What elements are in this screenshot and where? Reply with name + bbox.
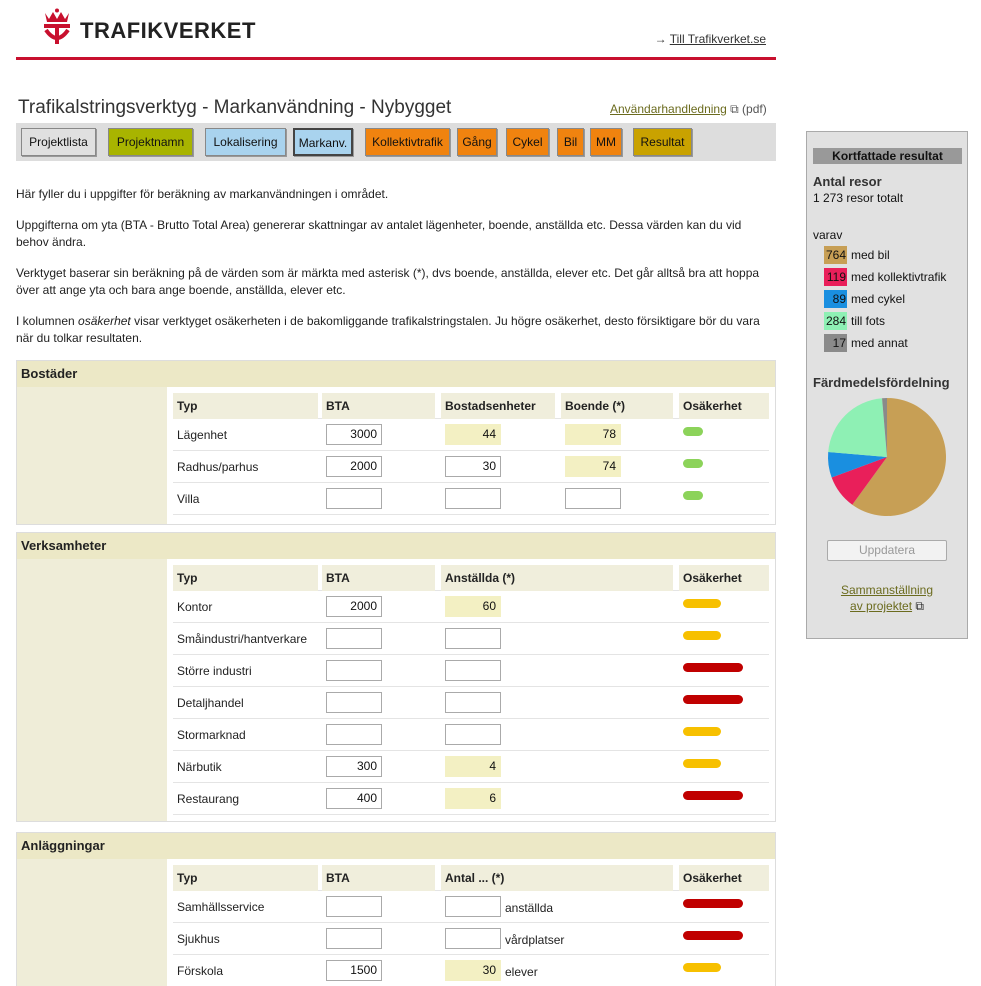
section-verksamheter [16,532,776,822]
bta-input[interactable]: 2000 [326,596,382,617]
anstallda-input[interactable]: 60 [445,596,501,617]
summary-link-wrap [807,582,967,614]
section-anlaggningar [16,832,776,986]
top-link[interactable] [655,32,766,46]
uncertainty-indicator [683,791,743,800]
uncertainty-indicator [683,599,721,608]
stat-fots: 284 till fots [825,314,886,328]
col-bta: BTA [322,865,435,891]
table-row: Närbutik 300 4 [173,751,769,783]
col-osakerhet: Osäkerhet [679,865,769,891]
uncertainty-indicator [683,491,703,500]
pie-title: Färdmedelsfördelning [813,375,950,390]
stat-value: 17 [824,334,847,352]
varav-label: varav [813,228,843,242]
col-bostadsenheter: Bostadsenheter [441,393,555,419]
results-sidebar [806,131,968,639]
col-bta: BTA [322,565,435,591]
tab-projektlista[interactable]: Projektlista [21,128,96,156]
intro-paragraph-1: Här fyller du i uppgifter för beräkning av markanvändningen i området. [16,187,389,201]
update-button[interactable]: Uppdatera [827,540,947,561]
boende-input[interactable]: 78 [565,424,621,445]
header-divider [16,57,776,60]
boende-input[interactable]: 74 [565,456,621,477]
pie-slice-4 [828,398,887,457]
antal-input[interactable] [445,896,501,917]
stat-value: 764 [825,248,846,262]
table-header [173,565,769,591]
stat-annat: 17 med annat [824,334,908,352]
external-link-icon: ⧉ [730,102,739,116]
manual-link-wrap [610,102,767,117]
col-anstallda: Anställda (*) [441,565,673,591]
unit-label: anställda [505,901,554,915]
section-title: Bostäder [17,361,775,387]
tab-gang[interactable]: Gång [457,128,497,156]
tab-resultat[interactable]: Resultat [633,128,692,156]
bostadsenheter-input[interactable]: 30 [445,456,501,477]
table-row: Samhällsservice anställda [173,891,769,923]
col-typ: Typ [173,865,318,891]
crown-logo-icon [40,8,74,48]
trafikverket-logo[interactable] [40,8,256,48]
stat-value: 119 [824,268,847,286]
bta-input[interactable] [326,628,382,649]
bta-input[interactable] [326,928,382,949]
uncertainty-indicator [683,727,721,736]
table-row: Större industri [173,655,769,687]
bta-input[interactable]: 1500 [326,960,382,981]
tab-lokalisering[interactable]: Lokalisering [205,128,286,156]
table-row: Radhus/parhus 2000 30 74 [173,451,769,483]
col-bta: BTA [322,393,435,419]
bta-input[interactable] [326,488,382,509]
bta-input[interactable] [326,660,382,681]
intro-text [16,186,776,361]
section-title: Anläggningar [17,833,775,859]
uncertainty-indicator [683,459,703,468]
table-row: Stormarknad [173,719,769,751]
table-row: Detaljhandel [173,687,769,719]
anstallda-input[interactable] [445,724,501,745]
uncertainty-indicator [683,631,721,640]
tab-cykel[interactable]: Cykel [506,128,549,156]
intro-paragraph-3: Verktyget baserar sin beräkning på de värden som är märkta med asterisk (*), dvs boende, anställda, elever etc. Det går alltså bra att hoppa över att ange yta och bara ange boende, anställda, elever etc. [16,266,760,297]
external-link-icon: ⧉ [915,599,924,613]
stat-cykel: 89 med cykel [824,290,905,308]
arrow-right-icon: → [654,32,670,46]
antal-input[interactable] [445,928,501,949]
bta-input[interactable]: 300 [326,756,382,777]
anstallda-input[interactable]: 4 [445,756,501,777]
bostadsenheter-input[interactable] [445,488,501,509]
uncertainty-indicator [683,759,721,768]
uncertainty-indicator [683,427,703,436]
table-row: Sjukhus vårdplatser [173,923,769,955]
table-header [173,393,769,419]
bta-input[interactable] [326,896,382,917]
table-row: Kontor 2000 60 [173,591,769,623]
uncertainty-indicator [683,663,743,672]
anstallda-input[interactable] [445,660,501,681]
tab-mm[interactable]: MM [590,128,622,156]
table-row: Förskola 1500 30 elever [173,955,769,986]
table-row: Villa [173,483,769,515]
anstallda-input[interactable] [445,692,501,713]
tab-kollektivtrafik[interactable]: Kollektivtrafik [365,128,450,156]
intro-paragraph-4: I kolumnen osäkerhet visar verktyget osäkerheten i de bakomliggande trafikalstringstalen. Ju högre osäkerhet, desto försiktigare bör du vara när du tolkar resultaten. [16,314,760,345]
uncertainty-indicator [683,931,743,940]
bta-input[interactable]: 400 [326,788,382,809]
logo-wordmark: TRAFIKVERKET [80,18,256,43]
step-tab-bar [16,123,776,161]
table-header [173,865,769,891]
col-boende: Boende (*) [561,393,673,419]
site-header [16,0,776,72]
col-osakerhet: Osäkerhet [679,393,769,419]
bta-input[interactable] [326,724,382,745]
uncertainty-indicator [683,963,721,972]
project-summary-link[interactable]: Sammanställning av projektet [840,583,934,613]
table-row: Småindustri/hantverkare [173,623,769,655]
table-row: Restaurang 400 6 [173,783,769,815]
unit-label: elever [505,965,538,979]
col-typ: Typ [173,393,318,419]
page-title: Trafikalstringsverktyg - Markanvändning - Nybygget [18,97,452,118]
section-title: Verksamheter [17,533,775,559]
stat-value: 284 [825,314,846,328]
antal-input[interactable]: 30 [445,960,501,981]
trafikverket-link[interactable]: Till Trafikverket.se [669,32,766,46]
tab-projektnamn[interactable]: Projektnamn [108,128,193,156]
total-trips: 1 273 resor totalt [813,191,904,205]
stat-value: 89 [824,290,847,308]
anstallda-input[interactable]: 6 [445,788,501,809]
stat-bil: 764 med bil [825,248,890,262]
antal-resor-heading: Antal resor [813,174,882,189]
mode-share-pie-chart [827,397,947,517]
tab-bil[interactable]: Bil [557,128,584,156]
boende-input[interactable] [565,488,621,509]
bta-input[interactable]: 2000 [326,456,382,477]
user-manual-link[interactable]: Användarhandledning [610,102,727,116]
uncertainty-indicator [683,899,743,908]
stat-kollektivtrafik: 119 med kollektivtrafik [824,268,946,286]
col-osakerhet: Osäkerhet [679,565,769,591]
unit-label: vårdplatser [505,933,565,947]
sidebar-title: Kortfattade resultat [813,148,962,164]
col-typ: Typ [173,565,318,591]
intro-paragraph-2: Uppgifterna om yta (BTA - Brutto Total Area) genererar skattningar av antalet lägenheter, boende, anställda etc. Dessa värden kan du vid behov ändra. [16,218,742,249]
uncertainty-indicator [683,695,743,704]
bta-input[interactable]: 3000 [326,424,382,445]
manual-suffix: (pdf) [742,102,767,116]
bta-input[interactable] [326,692,382,713]
bostadsenheter-input[interactable]: 44 [445,424,501,445]
tab-markanv[interactable]: Markanv. [293,128,353,156]
table-row: Lägenhet 3000 44 78 [173,419,769,451]
col-antal: Antal ... (*) [441,865,673,891]
anstallda-input[interactable] [445,628,501,649]
section-bostader [16,360,776,525]
